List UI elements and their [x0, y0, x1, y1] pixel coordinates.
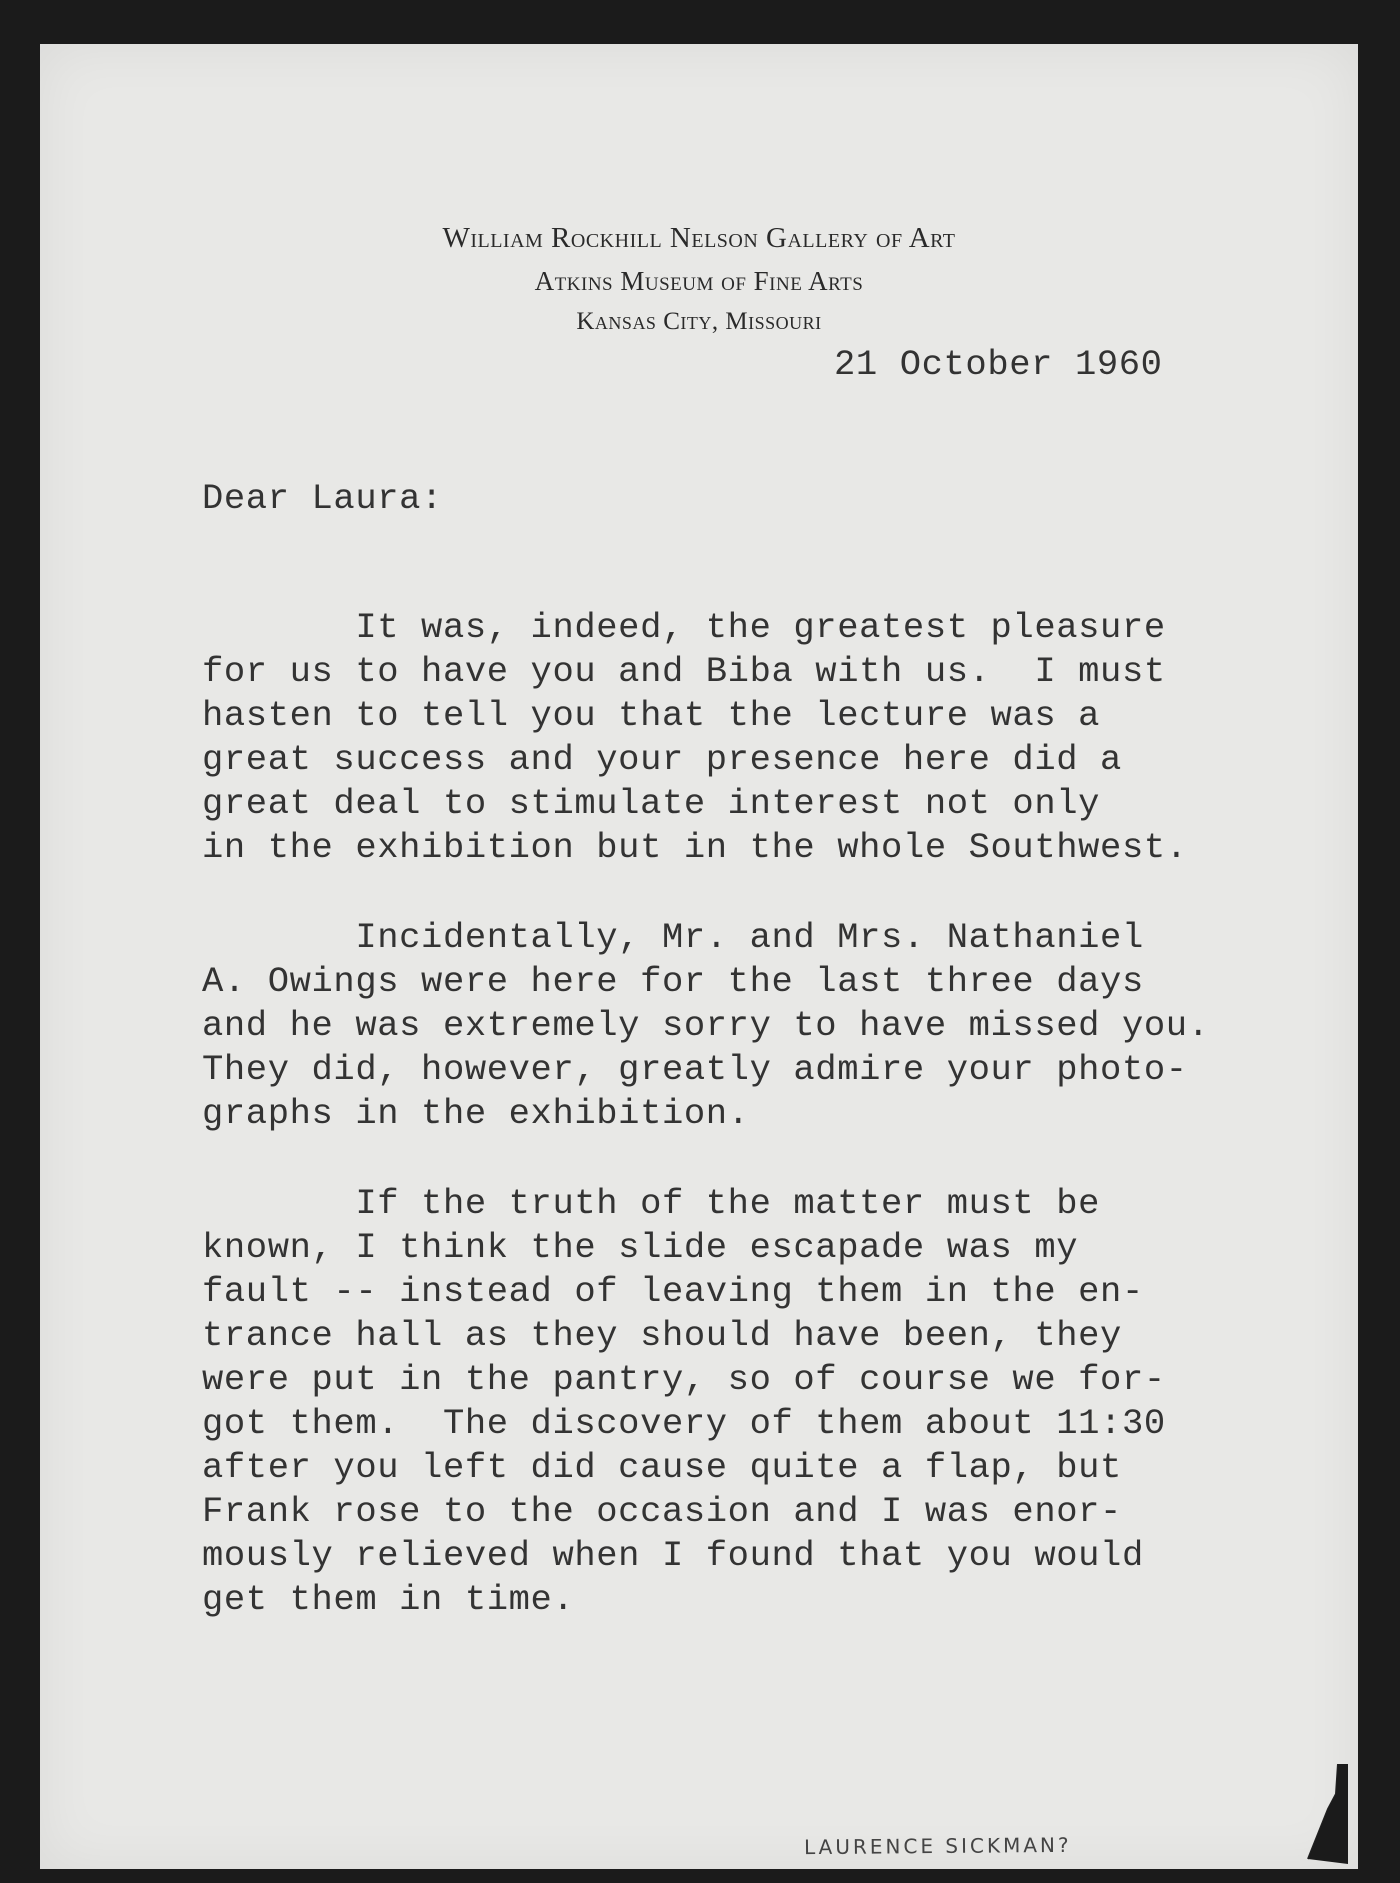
text-line: A. Owings were here for the last three days [202, 961, 1144, 1002]
text-line: fault -- instead of leaving them in the en- [202, 1271, 1144, 1312]
letterhead-location: Kansas City, Missouri [576, 308, 822, 335]
text-line: It was, indeed, the greatest pleasure [202, 607, 1166, 648]
text-line: Incidentally, Mr. and Mrs. Nathaniel [202, 917, 1144, 958]
paragraph-1 [202, 606, 1188, 870]
text-line: trance hall as they should have been, they [202, 1315, 1122, 1356]
text-line: after you left did cause quite a flap, but [202, 1447, 1122, 1488]
letterhead-gallery-name: William Rockhill Nelson Gallery of Art [442, 222, 956, 254]
text-line: got them. The discovery of them about 11:30 [202, 1403, 1166, 1444]
salutation: Dear Laura: [202, 478, 443, 519]
text-line: great deal to stimulate interest not only [202, 783, 1101, 824]
paragraph-2 [202, 916, 1210, 1136]
text-line: in the exhibition but in the whole Southwest. [202, 827, 1188, 868]
text-line: hasten to tell you that the lecture was a [202, 695, 1101, 736]
text-line: Frank rose to the occasion and I was enor- [202, 1491, 1122, 1532]
text-line: get them in time. [202, 1579, 575, 1620]
text-line: graphs in the exhibition. [202, 1093, 750, 1134]
letter-page [40, 44, 1358, 1869]
letterhead-museum-name: Atkins Museum of Fine Arts [534, 266, 864, 296]
text-line: mously relieved when I found that you would [202, 1535, 1144, 1576]
text-line: If the truth of the matter must be [202, 1183, 1101, 1224]
text-line: for us to have you and Biba with us. I must [202, 651, 1166, 692]
text-line: They did, however, greatly admire your photo- [202, 1049, 1188, 1090]
letter-date: 21 October 1960 [834, 344, 1163, 385]
text-line: and he was extremely sorry to have missed you. [202, 1005, 1210, 1046]
handwritten-annotation: LAURENCE SICKMAN? [803, 1832, 1072, 1860]
text-line: great success and your presence here did a [202, 739, 1122, 780]
text-line: were put in the pantry, so of course we for- [202, 1359, 1166, 1400]
paragraph-3 [202, 1182, 1166, 1622]
torn-corner-icon [1278, 1764, 1348, 1864]
text-line: known, I think the slide escapade was my [202, 1227, 1079, 1268]
